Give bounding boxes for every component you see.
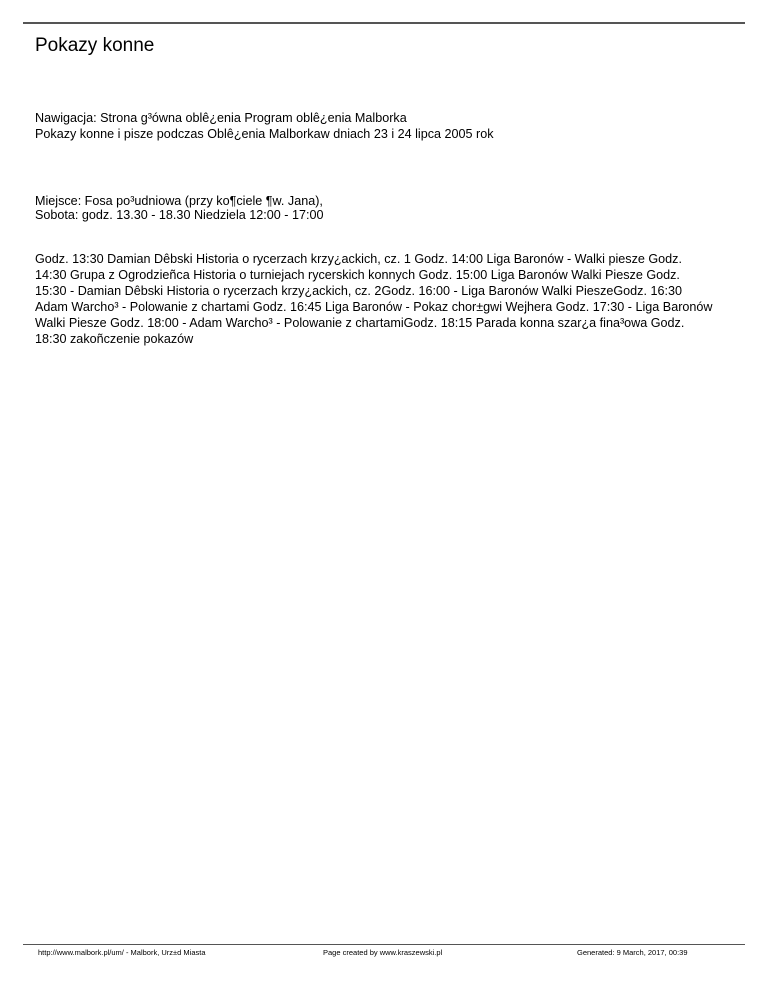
footer-created-by: Page created by www.kraszewski.pl (323, 948, 443, 957)
schedule-text: Godz. 13:30 Damian Dêbski Historia o rycerzach krzy¿ackich, cz. 1 Godz. 14:00 Liga Baronów - Walki piesze Godz. 14:30 Grupa z Ogrodzieñca Historia o turniejach rycerskich konnych Godz. 15:00 Liga Baronów Walki Piesze Godz. 15:30 - Damian Dêbski Historia o rycerzach krzy¿ackich, cz. 2Godz. 16:00 - Liga Baronów Walki PieszeGodz. 16:30 Adam Warcho³ - Polowanie z chartami Godz. 16:45 Liga Baronów - Pokaz chor±gwi Wejhera Godz. 17:30 - Liga Baronów Walki Piesze Godz. 18:00 - Adam Warcho³ - Polowanie z chartamiGodz. 18:15 Parada konna szar¿a fina³owa Godz. 18:30 zakoñczenie pokazów (35, 252, 713, 346)
event-location: Miejsce: Fosa po³udniowa (przy ko¶ciele ¶w. Jana), (35, 194, 323, 208)
footer-generated-date: Generated: 9 March, 2017, 00:39 (577, 948, 688, 957)
top-divider (23, 22, 745, 24)
navigation-block (35, 110, 750, 142)
page-title: Pokazy konne (35, 35, 155, 56)
footer-source-url: http://www.malbork.pl/um/ - Malbork, Urz±d Miasta (38, 948, 206, 957)
article-subtitle: Pokazy konne i pisze podczas Oblê¿enia Malborkaw dniach 23 i 24 lipca 2005 rok (35, 127, 494, 141)
event-hours: Sobota: godz. 13.30 - 18.30 Niedziela 12:00 - 17:00 (35, 208, 324, 222)
breadcrumb: Nawigacja: Strona g³ówna oblê¿enia Program oblê¿enia Malborka (35, 111, 407, 125)
bottom-divider (23, 944, 745, 945)
